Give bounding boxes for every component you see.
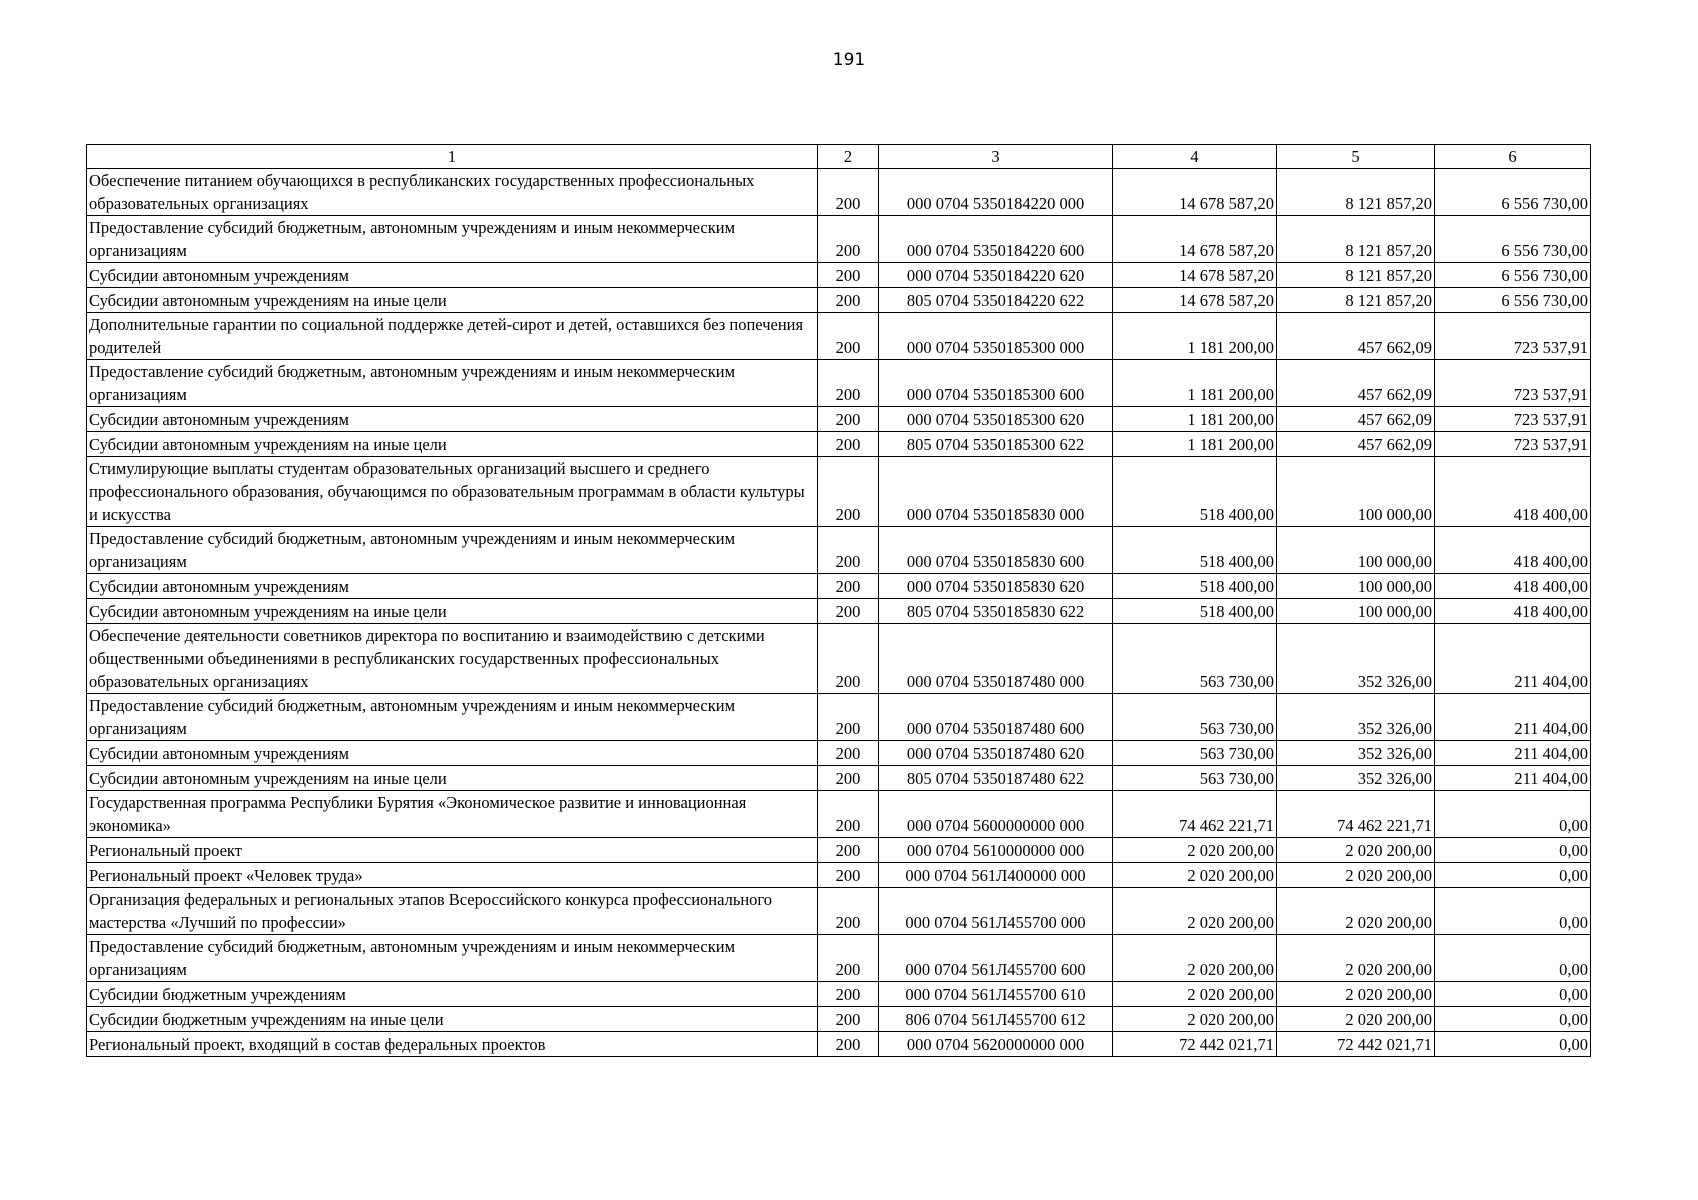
row-classification-cell: 000 0704 561Л455700 000 (879, 888, 1113, 935)
row-code-cell: 200 (818, 888, 879, 935)
table-row (87, 624, 1591, 694)
row-code-cell: 200 (818, 574, 879, 599)
table-row (87, 1032, 1591, 1057)
row-value-4-cell: 2 020 200,00 (1113, 935, 1277, 982)
row-value-6-cell: 0,00 (1435, 863, 1591, 888)
row-name-cell: Стимулирующие выплаты студентам образовательных организаций высшего и среднего профессионального образования, обучающимся по образовательным программам в области культуры и искусства (87, 457, 818, 527)
row-value-6-cell: 0,00 (1435, 838, 1591, 863)
row-value-4-cell: 14 678 587,20 (1113, 288, 1277, 313)
row-value-6-cell: 0,00 (1435, 982, 1591, 1007)
row-value-4-cell: 72 442 021,71 (1113, 1032, 1277, 1057)
row-classification-cell: 000 0704 5350184220 620 (879, 263, 1113, 288)
column-header-4: 4 (1113, 145, 1277, 169)
table-row (87, 169, 1591, 216)
row-value-4-cell: 563 730,00 (1113, 624, 1277, 694)
row-name-cell: Субсидии автономным учреждениям на иные цели (87, 432, 818, 457)
table-row (87, 360, 1591, 407)
row-classification-cell: 000 0704 5350187480 600 (879, 694, 1113, 741)
table-row (87, 791, 1591, 838)
row-value-5-cell: 2 020 200,00 (1277, 1007, 1435, 1032)
row-value-5-cell: 352 326,00 (1277, 766, 1435, 791)
table-row (87, 694, 1591, 741)
row-value-6-cell: 723 537,91 (1435, 432, 1591, 457)
table-row (87, 457, 1591, 527)
row-value-6-cell: 0,00 (1435, 888, 1591, 935)
table-row (87, 574, 1591, 599)
row-code-cell: 200 (818, 432, 879, 457)
table-row (87, 599, 1591, 624)
row-classification-cell: 000 0704 5620000000 000 (879, 1032, 1113, 1057)
table-row (87, 766, 1591, 791)
row-value-5-cell: 8 121 857,20 (1277, 216, 1435, 263)
row-classification-cell: 000 0704 561Л400000 000 (879, 863, 1113, 888)
row-value-6-cell: 723 537,91 (1435, 407, 1591, 432)
row-value-4-cell: 2 020 200,00 (1113, 838, 1277, 863)
row-value-5-cell: 8 121 857,20 (1277, 169, 1435, 216)
row-code-cell: 200 (818, 169, 879, 216)
row-value-6-cell: 418 400,00 (1435, 574, 1591, 599)
row-name-cell: Субсидии автономным учреждениям (87, 407, 818, 432)
row-name-cell: Организация федеральных и региональных этапов Всероссийского конкурса профессионального мастерства «Лучший по профессии» (87, 888, 818, 935)
row-classification-cell: 000 0704 561Л455700 610 (879, 982, 1113, 1007)
row-name-cell: Субсидии автономным учреждениям (87, 741, 818, 766)
row-classification-cell: 000 0704 5350185830 620 (879, 574, 1113, 599)
row-name-cell: Субсидии автономным учреждениям (87, 574, 818, 599)
table-row (87, 263, 1591, 288)
column-header-5: 5 (1277, 145, 1435, 169)
row-value-5-cell: 352 326,00 (1277, 741, 1435, 766)
budget-table (86, 144, 1591, 1057)
row-code-cell: 200 (818, 624, 879, 694)
row-name-cell: Предоставление субсидий бюджетным, автономным учреждениям и иным некоммерческим организациям (87, 694, 818, 741)
row-name-cell: Региональный проект (87, 838, 818, 863)
row-code-cell: 200 (818, 766, 879, 791)
row-code-cell: 200 (818, 216, 879, 263)
row-value-6-cell: 6 556 730,00 (1435, 216, 1591, 263)
row-value-4-cell: 2 020 200,00 (1113, 1007, 1277, 1032)
row-classification-cell: 000 0704 5350187480 620 (879, 741, 1113, 766)
table-body (87, 169, 1591, 1057)
row-code-cell: 200 (818, 263, 879, 288)
row-name-cell: Обеспечение питанием обучающихся в республиканских государственных профессиональных образовательных организациях (87, 169, 818, 216)
row-value-5-cell: 352 326,00 (1277, 624, 1435, 694)
row-classification-cell: 805 0704 5350185300 622 (879, 432, 1113, 457)
row-classification-cell: 000 0704 5350185830 000 (879, 457, 1113, 527)
row-value-5-cell: 100 000,00 (1277, 527, 1435, 574)
row-value-6-cell: 723 537,91 (1435, 313, 1591, 360)
page-number: 191 (832, 50, 866, 70)
row-code-cell: 200 (818, 527, 879, 574)
row-value-6-cell: 6 556 730,00 (1435, 169, 1591, 216)
row-code-cell: 200 (818, 1007, 879, 1032)
row-value-4-cell: 1 181 200,00 (1113, 313, 1277, 360)
row-value-4-cell: 74 462 221,71 (1113, 791, 1277, 838)
row-name-cell: Субсидии автономным учреждениям на иные цели (87, 599, 818, 624)
row-value-4-cell: 14 678 587,20 (1113, 216, 1277, 263)
row-name-cell: Предоставление субсидий бюджетным, автономным учреждениям и иным некоммерческим организациям (87, 527, 818, 574)
table-row (87, 407, 1591, 432)
table-row (87, 741, 1591, 766)
row-classification-cell: 000 0704 5350184220 000 (879, 169, 1113, 216)
row-value-5-cell: 2 020 200,00 (1277, 888, 1435, 935)
row-code-cell: 200 (818, 1032, 879, 1057)
row-value-5-cell: 2 020 200,00 (1277, 863, 1435, 888)
row-value-5-cell: 100 000,00 (1277, 457, 1435, 527)
row-value-5-cell: 457 662,09 (1277, 407, 1435, 432)
row-value-6-cell: 211 404,00 (1435, 694, 1591, 741)
row-value-4-cell: 518 400,00 (1113, 527, 1277, 574)
row-classification-cell: 805 0704 5350185830 622 (879, 599, 1113, 624)
row-value-4-cell: 2 020 200,00 (1113, 982, 1277, 1007)
row-value-4-cell: 2 020 200,00 (1113, 888, 1277, 935)
row-code-cell: 200 (818, 599, 879, 624)
row-value-5-cell: 2 020 200,00 (1277, 935, 1435, 982)
table-row (87, 982, 1591, 1007)
row-classification-cell: 000 0704 5350185300 620 (879, 407, 1113, 432)
row-classification-cell: 000 0704 5600000000 000 (879, 791, 1113, 838)
row-name-cell: Субсидии бюджетным учреждениям на иные цели (87, 1007, 818, 1032)
row-value-4-cell: 518 400,00 (1113, 599, 1277, 624)
row-value-6-cell: 0,00 (1435, 935, 1591, 982)
row-code-cell: 200 (818, 791, 879, 838)
table-row (87, 1007, 1591, 1032)
column-header-2: 2 (818, 145, 879, 169)
row-value-4-cell: 14 678 587,20 (1113, 169, 1277, 216)
row-value-4-cell: 563 730,00 (1113, 694, 1277, 741)
row-value-4-cell: 1 181 200,00 (1113, 360, 1277, 407)
table-row (87, 863, 1591, 888)
row-value-6-cell: 6 556 730,00 (1435, 263, 1591, 288)
row-value-4-cell: 2 020 200,00 (1113, 863, 1277, 888)
row-value-5-cell: 74 462 221,71 (1277, 791, 1435, 838)
row-value-5-cell: 352 326,00 (1277, 694, 1435, 741)
row-value-6-cell: 211 404,00 (1435, 741, 1591, 766)
row-code-cell: 200 (818, 694, 879, 741)
table-row (87, 527, 1591, 574)
row-code-cell: 200 (818, 313, 879, 360)
row-code-cell: 200 (818, 935, 879, 982)
row-code-cell: 200 (818, 407, 879, 432)
row-value-6-cell: 211 404,00 (1435, 624, 1591, 694)
row-value-5-cell: 100 000,00 (1277, 574, 1435, 599)
row-classification-cell: 000 0704 5350185300 600 (879, 360, 1113, 407)
row-name-cell: Субсидии автономным учреждениям на иные цели (87, 766, 818, 791)
row-name-cell: Государственная программа Республики Бурятия «Экономическое развитие и инновационная экономика» (87, 791, 818, 838)
row-name-cell: Субсидии автономным учреждениям (87, 263, 818, 288)
row-value-4-cell: 518 400,00 (1113, 457, 1277, 527)
row-classification-cell: 000 0704 5350184220 600 (879, 216, 1113, 263)
row-value-6-cell: 0,00 (1435, 791, 1591, 838)
row-name-cell: Предоставление субсидий бюджетным, автономным учреждениям и иным некоммерческим организациям (87, 360, 818, 407)
row-value-6-cell: 0,00 (1435, 1007, 1591, 1032)
table-row (87, 432, 1591, 457)
table-header-row (87, 145, 1591, 169)
table-row (87, 288, 1591, 313)
table-row (87, 888, 1591, 935)
row-classification-cell: 805 0704 5350184220 622 (879, 288, 1113, 313)
row-value-6-cell: 418 400,00 (1435, 599, 1591, 624)
column-header-3: 3 (879, 145, 1113, 169)
row-value-6-cell: 6 556 730,00 (1435, 288, 1591, 313)
row-value-4-cell: 563 730,00 (1113, 741, 1277, 766)
row-value-6-cell: 723 537,91 (1435, 360, 1591, 407)
row-value-6-cell: 418 400,00 (1435, 527, 1591, 574)
row-name-cell: Субсидии автономным учреждениям на иные цели (87, 288, 818, 313)
row-classification-cell: 805 0704 5350187480 622 (879, 766, 1113, 791)
row-code-cell: 200 (818, 457, 879, 527)
row-value-4-cell: 1 181 200,00 (1113, 432, 1277, 457)
row-value-5-cell: 72 442 021,71 (1277, 1032, 1435, 1057)
row-classification-cell: 000 0704 561Л455700 600 (879, 935, 1113, 982)
row-classification-cell: 000 0704 5350185300 000 (879, 313, 1113, 360)
table-row (87, 216, 1591, 263)
row-name-cell: Субсидии бюджетным учреждениям (87, 982, 818, 1007)
row-classification-cell: 000 0704 5350185830 600 (879, 527, 1113, 574)
row-code-cell: 200 (818, 838, 879, 863)
table-row (87, 838, 1591, 863)
row-value-4-cell: 518 400,00 (1113, 574, 1277, 599)
row-value-6-cell: 0,00 (1435, 1032, 1591, 1057)
row-name-cell: Предоставление субсидий бюджетным, автономным учреждениям и иным некоммерческим организациям (87, 216, 818, 263)
row-value-5-cell: 8 121 857,20 (1277, 288, 1435, 313)
row-name-cell: Обеспечение деятельности советников директора по воспитанию и взаимодействию с детскими общественными объединениями в республиканских государственных профессиональных образовательных организациях (87, 624, 818, 694)
row-value-5-cell: 2 020 200,00 (1277, 838, 1435, 863)
row-code-cell: 200 (818, 863, 879, 888)
row-value-4-cell: 563 730,00 (1113, 766, 1277, 791)
row-value-4-cell: 14 678 587,20 (1113, 263, 1277, 288)
row-name-cell: Дополнительные гарантии по социальной поддержке детей-сирот и детей, оставшихся без попечения родителей (87, 313, 818, 360)
row-name-cell: Предоставление субсидий бюджетным, автономным учреждениям и иным некоммерческим организациям (87, 935, 818, 982)
row-value-6-cell: 211 404,00 (1435, 766, 1591, 791)
row-code-cell: 200 (818, 741, 879, 766)
row-classification-cell: 000 0704 5350187480 000 (879, 624, 1113, 694)
row-classification-cell: 806 0704 561Л455700 612 (879, 1007, 1113, 1032)
row-value-5-cell: 100 000,00 (1277, 599, 1435, 624)
row-classification-cell: 000 0704 5610000000 000 (879, 838, 1113, 863)
row-value-5-cell: 457 662,09 (1277, 360, 1435, 407)
table-row (87, 935, 1591, 982)
row-value-5-cell: 8 121 857,20 (1277, 263, 1435, 288)
row-value-4-cell: 1 181 200,00 (1113, 407, 1277, 432)
row-code-cell: 200 (818, 360, 879, 407)
row-code-cell: 200 (818, 288, 879, 313)
row-value-5-cell: 2 020 200,00 (1277, 982, 1435, 1007)
column-header-1: 1 (87, 145, 818, 169)
table-row (87, 313, 1591, 360)
column-header-6: 6 (1435, 145, 1591, 169)
row-value-5-cell: 457 662,09 (1277, 432, 1435, 457)
row-code-cell: 200 (818, 982, 879, 1007)
row-name-cell: Региональный проект «Человек труда» (87, 863, 818, 888)
row-value-6-cell: 418 400,00 (1435, 457, 1591, 527)
row-name-cell: Региональный проект, входящий в состав федеральных проектов (87, 1032, 818, 1057)
row-value-5-cell: 457 662,09 (1277, 313, 1435, 360)
